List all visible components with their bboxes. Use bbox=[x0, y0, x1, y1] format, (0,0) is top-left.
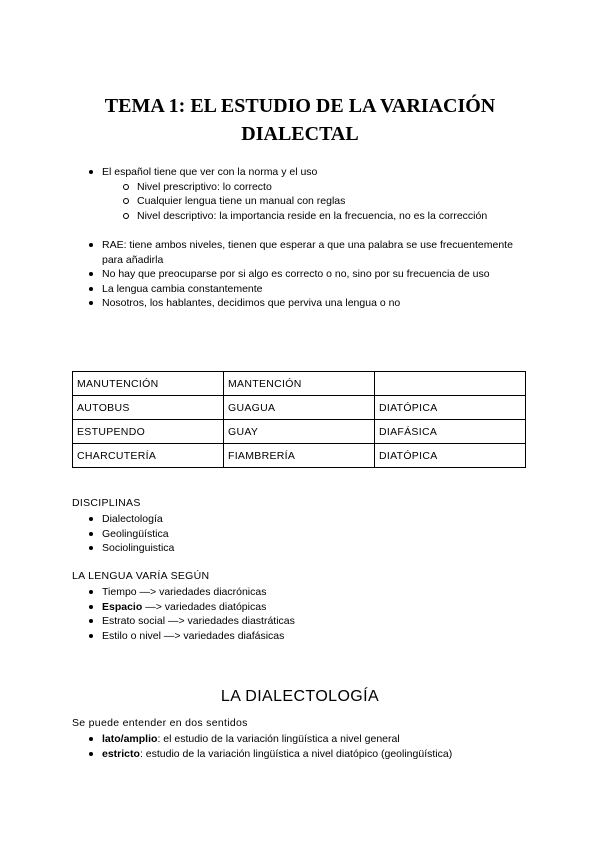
variation-table bbox=[72, 371, 526, 468]
table-cell: MANUTENCIÓN bbox=[73, 372, 224, 396]
table-cell: CHARCUTERÍA bbox=[73, 444, 224, 468]
bold-term: Espacio bbox=[102, 600, 143, 613]
list-item bbox=[72, 600, 295, 615]
table-cell bbox=[375, 372, 526, 396]
notes-list bbox=[72, 238, 522, 311]
table-cell: DIATÓPICA bbox=[375, 444, 526, 468]
table-cell: AUTOBUS bbox=[73, 396, 224, 420]
disciplinas-list bbox=[72, 512, 174, 556]
table-cell: FIAMBRERÍA bbox=[224, 444, 375, 468]
intro-list bbox=[72, 165, 487, 223]
bold-term: estricto bbox=[102, 747, 140, 760]
page-title: TEMA 1: EL ESTUDIO DE LA VARIACIÓN DIALECTAL bbox=[104, 95, 496, 145]
table-cell: MANTENCIÓN bbox=[224, 372, 375, 396]
table-row bbox=[73, 372, 526, 396]
list-item-text: : estudio de la variación lingüística a nivel diatópico (geolingüística) bbox=[139, 747, 453, 760]
sub-list-item: Nivel prescriptivo: lo correcto bbox=[102, 180, 487, 195]
table-cell: ESTUPENDO bbox=[73, 420, 224, 444]
varia-list bbox=[72, 585, 295, 643]
list-item bbox=[72, 732, 452, 747]
section-heading: LA DIALECTOLOGÍA bbox=[220, 688, 380, 705]
list-item bbox=[72, 614, 295, 629]
list-item-text: Estrato social —> variedades diastráticas bbox=[102, 615, 295, 627]
table-row bbox=[73, 444, 526, 468]
table-cell: DIAFÁSICA bbox=[375, 420, 526, 444]
list-item: La lengua cambia constantemente bbox=[72, 282, 522, 297]
table-cell: GUAY bbox=[224, 420, 375, 444]
table-row bbox=[73, 420, 526, 444]
list-item: Nosotros, los hablantes, decidimos que perviva una lengua o no bbox=[72, 296, 522, 311]
list-item-text: —> variedades diatópicas bbox=[142, 600, 267, 613]
bold-term: lato/amplio bbox=[102, 733, 158, 745]
list-item bbox=[72, 629, 295, 644]
table-cell: DIATÓPICA bbox=[375, 396, 526, 420]
table-cell: GUAGUA bbox=[224, 396, 375, 420]
list-item: Sociolinguistica bbox=[72, 541, 174, 556]
list-item bbox=[72, 585, 295, 600]
list-item: RAE: tiene ambos niveles, tienen que esperar a que una palabra se use frecuentemente para añadirla bbox=[72, 238, 522, 267]
list-item-text: Estilo o nivel —> variedades diafásicas bbox=[102, 629, 285, 642]
varia-heading: LA LENGUA VARÍA SEGÚN bbox=[72, 570, 210, 582]
dialectologia-list bbox=[72, 732, 452, 761]
list-item: No hay que preocuparse por si algo es correcto o no, sino por su frecuencia de uso bbox=[72, 267, 522, 282]
list-item: Dialectología bbox=[72, 512, 174, 527]
list-item bbox=[72, 747, 452, 762]
list-item-text: : el estudio de la variación lingüística a nivel general bbox=[157, 733, 400, 745]
table-row bbox=[73, 396, 526, 420]
list-item: Geolingüística bbox=[72, 527, 174, 542]
sub-list-item: Cualquier lengua tiene un manual con reglas bbox=[102, 194, 487, 209]
list-item-text: El español tiene que ver con la norma y el uso bbox=[102, 166, 318, 178]
disciplinas-heading: DISCIPLINAS bbox=[72, 497, 141, 509]
sub-list bbox=[102, 180, 487, 224]
list-item-text: Tiempo —> variedades diacrónicas bbox=[102, 586, 267, 598]
section-intro: Se puede entender en dos sentidos bbox=[72, 717, 248, 729]
list-item bbox=[72, 165, 487, 223]
sub-list-item: Nivel descriptivo: la importancia reside en la frecuencia, no es la corrección bbox=[102, 209, 487, 224]
